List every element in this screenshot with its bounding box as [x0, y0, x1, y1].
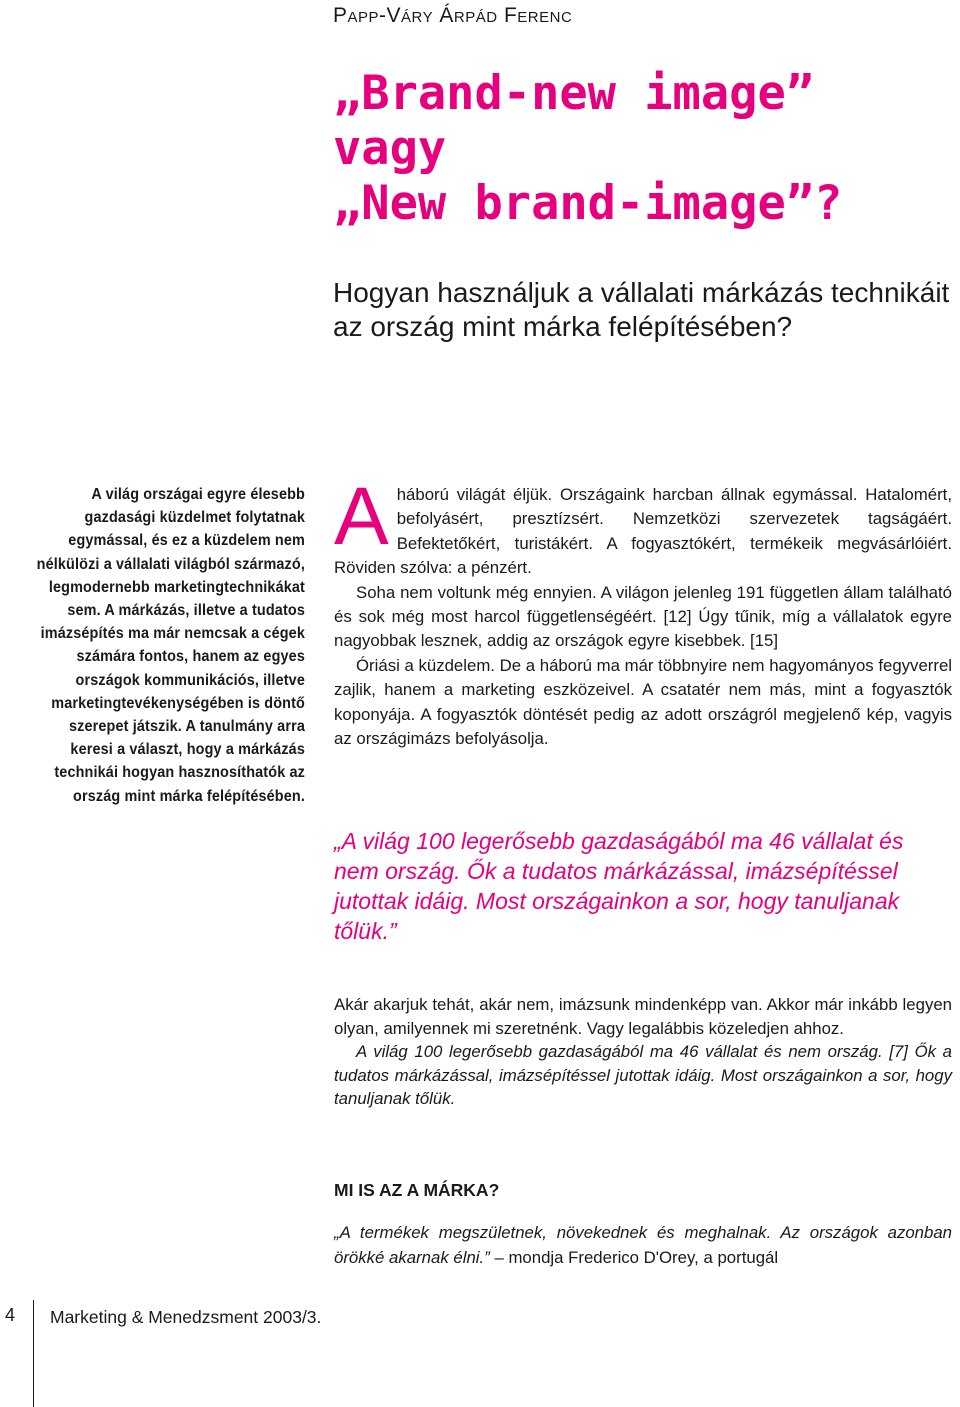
paragraph-6: [334, 1220, 952, 1270]
paragraph-2: Soha nem voltunk még ennyien. A világon jelenleg 191 független állam található és sok még most harcol függetlenségéért. [12] Úgy tűnik, míg a vállalatok egyre nagyobbak lesznek, addig az országok egyre kisebbek. [15]: [334, 582, 952, 651]
body-column-continued: [334, 993, 952, 1111]
paragraph-5: A világ 100 legerősebb gazdaságából ma 46 vállalat és nem ország. [7] Ők a tudatos márkázással, imázsépítéssel jutottak idáig. Most országainkon a sor, hogy tanuljanak tőlük.: [334, 1042, 952, 1108]
article-author: Papp-Váry Árpád Ferenc: [333, 4, 573, 27]
quote-text: „A termékek megszületnek, növekednek és meghalnak. Az országok azonban örökké akarnak élni.”: [334, 1223, 952, 1267]
article-abstract: A világ országai egyre élesebb gazdasági küzdelmet folytatnak egymással, és ez a küzdelem nem nélkülözi a vállalati világból származó, legmodernebb marketingtechnikákat sem. A márkázás, illetve a tudatos imázsépítés ma már nemcsak a cégek számára fontos, hanem az egyes országok kommunikációs, illetve marketingtevékenységében is döntő szerepet játszik. A tanulmány arra keresi a választ, hogy a márkázás technikái hogyan hasznosíthatók az ország mint márka felépítésében.: [36, 486, 306, 805]
article-title: [333, 66, 953, 231]
article-subtitle: Hogyan használjuk a vállalati márkázás technikáit az ország mint márka felépítésében?: [333, 277, 950, 342]
title-line-1: „Brand-new image”: [333, 66, 815, 121]
paragraph-intro: [334, 471, 952, 581]
title-line-2: vagy: [333, 121, 447, 176]
paragraph-4: Akár akarjuk tehát, akár nem, imázsunk mindenképp van. Akkor már inkább legyen olyan, amilyennek mi szeretnénk. Vagy legalábbis közeledjen ahhoz.: [334, 995, 952, 1038]
paragraph-intro-text: háború világát éljük. Országaink harcban állnak egymással. Hatalomért, befolyásért, presztízsért. Nemzetközi szervezetek tagságáért. Befektetőkért, turistákért. A fogyasztókért, termékeik megvásárlóiért. Röviden szólva: a pénzért.: [334, 485, 952, 578]
footer-divider: [33, 1300, 34, 1407]
section-heading: MI IS AZ A MÁRKA?: [334, 1180, 500, 1200]
journal-name: Marketing & Menedzsment 2003/3.: [50, 1307, 322, 1327]
body-column-section: [334, 1220, 952, 1270]
drop-cap: A: [334, 471, 389, 562]
page-number: 4: [5, 1305, 16, 1325]
paragraph-3: Óriási a küzdelem. De a háború ma már többnyire nem hagyományos fegyverrel zajlik, hanem a marketing eszközeivel. A csatatér nem más, mint a fogyasztók koponyája. A fogyasztók döntését pedig az adott országról megjelenő kép, vagyis az országimázs befolyásolja.: [334, 655, 953, 749]
quote-attribution: – mondja Frederico D'Orey, a portugál: [489, 1248, 779, 1267]
body-column-intro: [334, 471, 953, 751]
pull-quote: „A világ 100 legerősebb gazdaságából ma 46 vállalat és nem ország. Ők a tudatos márkázással, imázsépítéssel jutottak idáig. Most országainkon a sor, hogy tanuljanak tőlük.”: [334, 828, 904, 944]
title-line-3: „New brand-image”?: [333, 176, 843, 231]
